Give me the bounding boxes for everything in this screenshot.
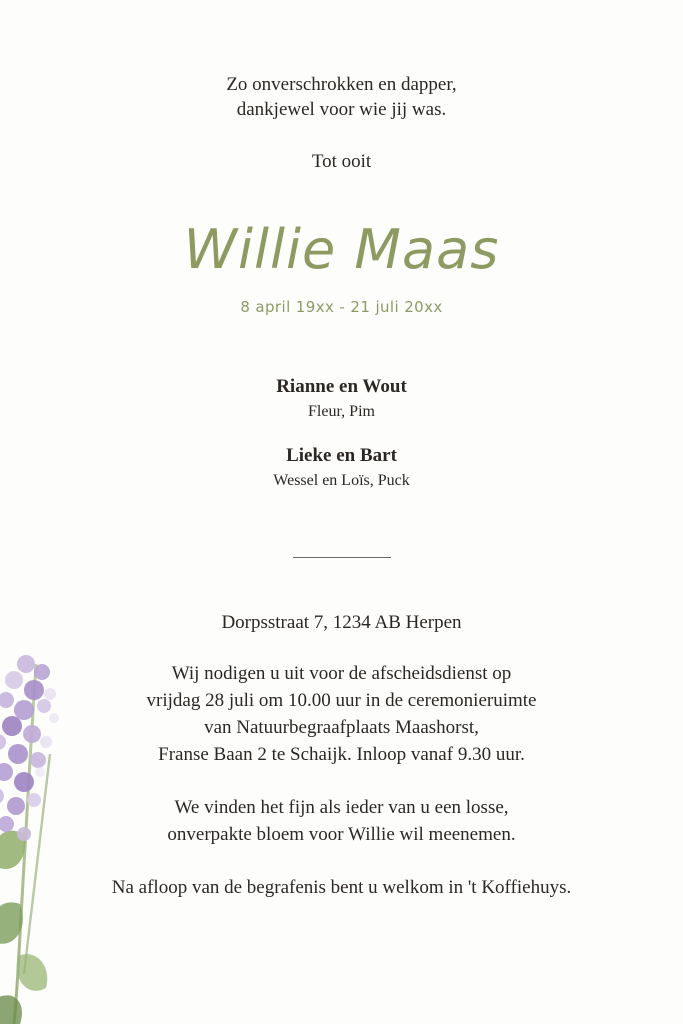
opening-line-2: dankjewel voor wie jij was. — [236, 99, 447, 120]
family-group — [0, 374, 683, 423]
flowers-line-1: We vinden het fijn als ieder van u een losse, — [174, 797, 509, 818]
opening-verse — [0, 72, 683, 122]
divider-line — [293, 557, 391, 558]
family-children: Fleur, Pim — [308, 403, 375, 420]
flowers-request — [0, 794, 683, 848]
farewell-phrase: Tot ooit — [311, 151, 372, 172]
invitation-text — [0, 660, 683, 768]
invitation-line-3: van Natuurbegraafplaats Maashorst, — [204, 717, 479, 738]
family-children: Wessel en Loïs, Puck — [273, 472, 410, 489]
invitation-line-2: vrijdag 28 juli om 10.00 uur in de ceremonieruimte — [146, 690, 537, 711]
family-parents: Lieke en Bart — [286, 445, 397, 466]
family-group — [0, 443, 683, 492]
family-parents: Rianne en Wout — [276, 376, 407, 397]
after-ceremony-note: Na afloop van de begrafenis bent u welkom in 't Koffiehuys. — [111, 877, 572, 898]
family-list — [0, 374, 683, 492]
invitation-line-4: Franse Baan 2 te Schaijk. Inloop vanaf 9.30 uur. — [158, 744, 525, 765]
flowers-line-2: onverpakte bloem voor Willie wil meenemen. — [167, 824, 516, 845]
deceased-dates: 8 april 19xx - 21 juli 20xx — [240, 298, 443, 316]
invitation-line-1: Wij nodigen u uit voor de afscheidsdienst op — [171, 663, 512, 684]
address-line: Dorpsstraat 7, 1234 AB Herpen — [221, 612, 462, 633]
opening-line-1: Zo onverschrokken en dapper, — [226, 74, 457, 95]
deceased-name: Willie Maas — [183, 218, 500, 281]
divider — [0, 548, 683, 568]
